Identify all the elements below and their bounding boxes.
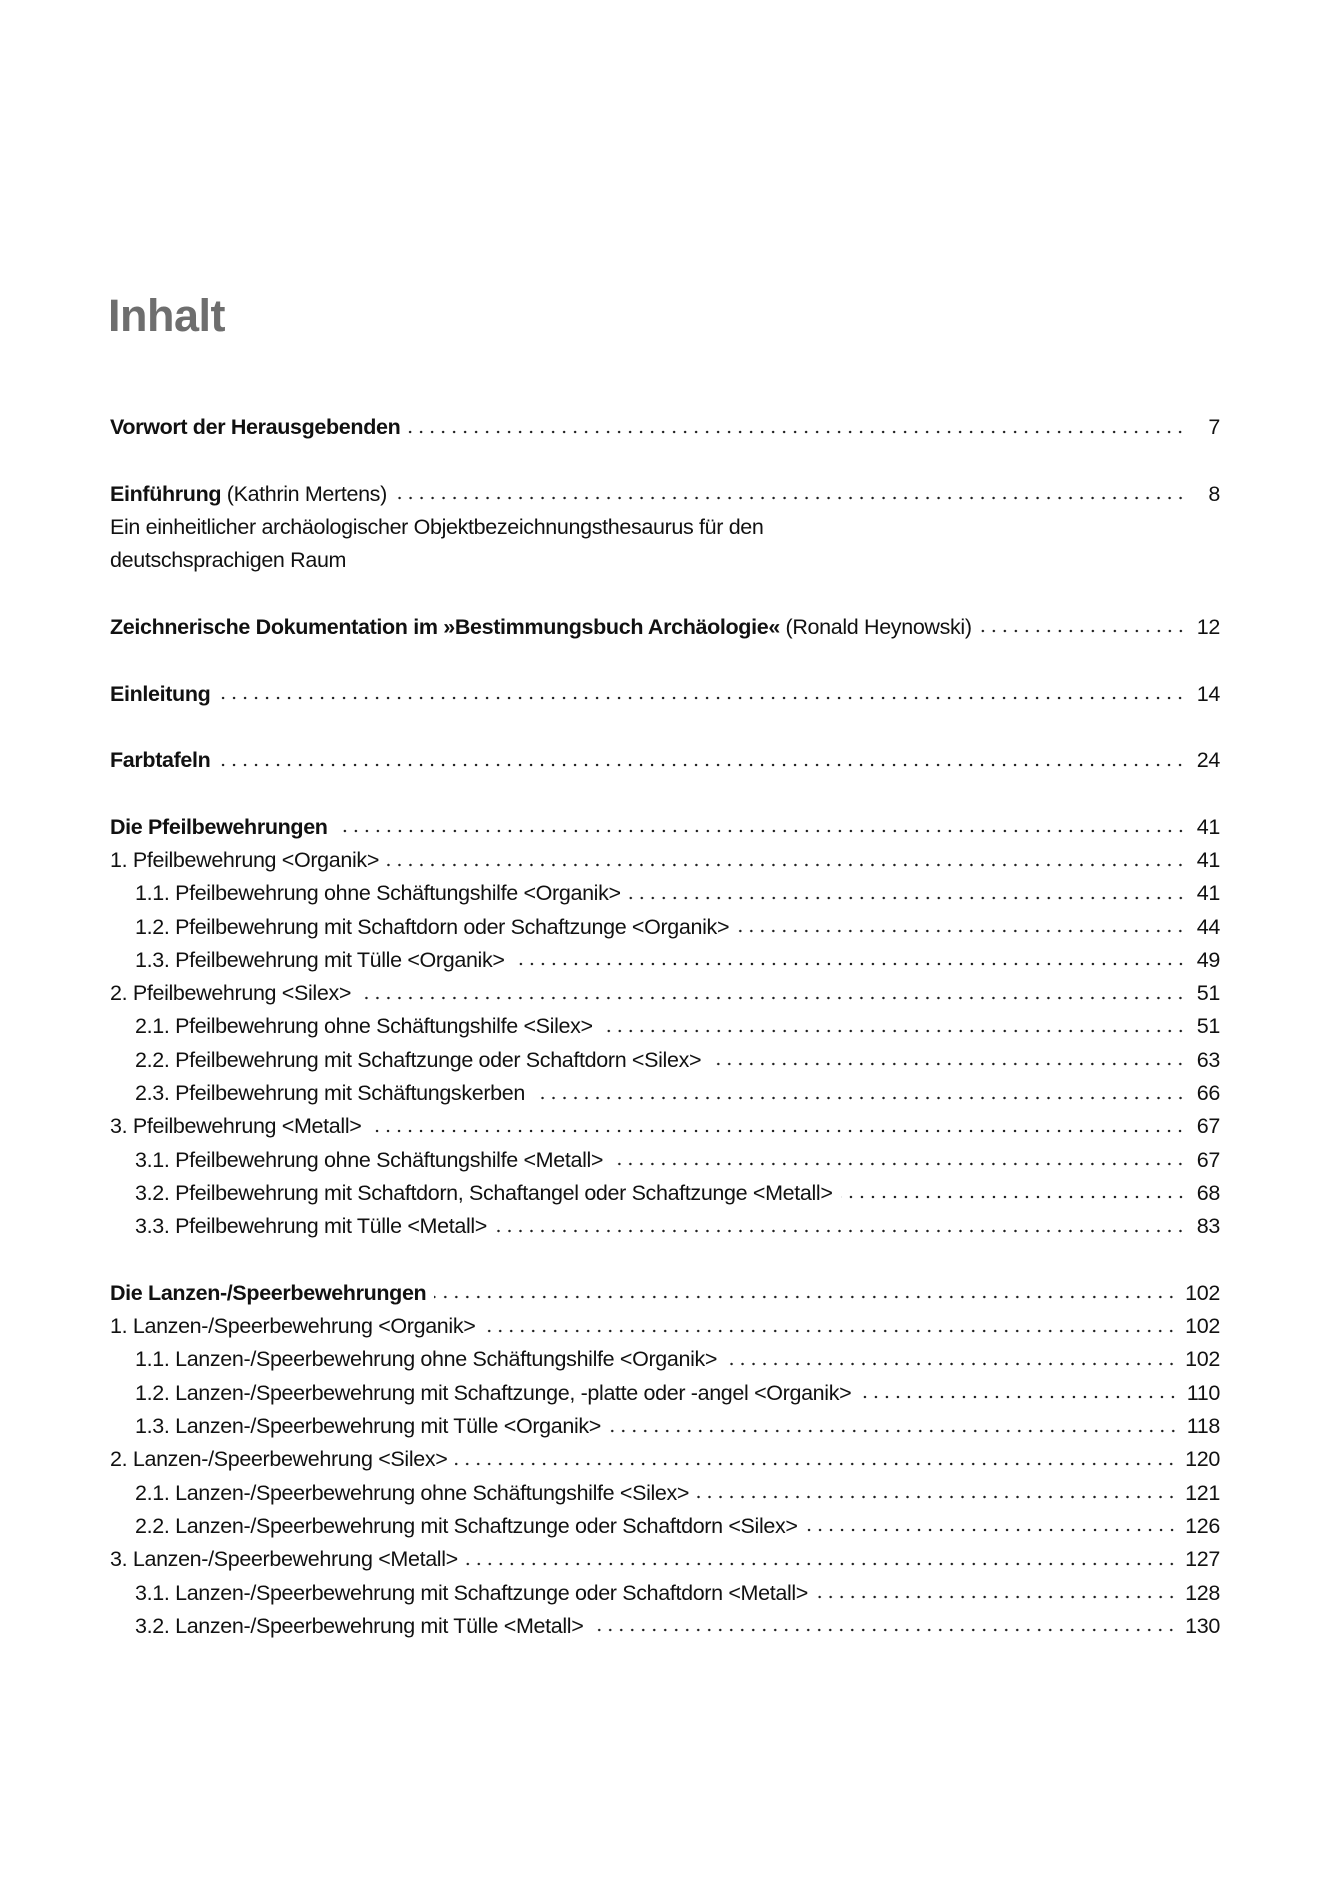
- page-number: 63: [1196, 1047, 1220, 1072]
- entry-title-bold: Zeichnerische Dokumentation im »Bestimmungsbuch Archäologie«: [110, 614, 780, 639]
- toc-entry[interactable]: [110, 1310, 1220, 1343]
- page-number: 67: [1196, 1114, 1220, 1139]
- page-number: 7: [1208, 415, 1220, 440]
- toc-subentry[interactable]: [110, 1410, 1220, 1443]
- dot-leader: [841, 1194, 1186, 1200]
- page-number: 121: [1185, 1480, 1220, 1505]
- section-spacer: [110, 644, 1220, 677]
- page-number: 102: [1185, 1280, 1220, 1305]
- entry-title: 2.2. Pfeilbewehrung mit Schaftzunge oder Schaftdorn <Silex>: [135, 1047, 702, 1072]
- page-number: 102: [1185, 1347, 1220, 1372]
- page-number: 120: [1185, 1447, 1220, 1472]
- page-number: 12: [1196, 614, 1220, 639]
- section-spacer: [110, 577, 1220, 610]
- toc-entry[interactable]: [110, 1277, 1220, 1310]
- dot-leader: [218, 762, 1186, 768]
- page-number: 126: [1185, 1513, 1220, 1538]
- entry-title: Ein einheitlicher archäologischer Objektbezeichnungsthesaurus für den: [110, 515, 764, 540]
- page-number: 68: [1196, 1180, 1220, 1205]
- toc-subentry[interactable]: [110, 1010, 1220, 1043]
- dot-leader: [408, 429, 1186, 435]
- toc-entry[interactable]: [110, 478, 1220, 511]
- page-number: 130: [1185, 1613, 1220, 1638]
- page-number: 67: [1196, 1147, 1220, 1172]
- section-spacer: [110, 711, 1220, 744]
- toc-entry[interactable]: [110, 1543, 1220, 1576]
- dot-leader: [601, 1028, 1186, 1034]
- dot-leader: [859, 1394, 1178, 1400]
- toc-entry[interactable]: [110, 744, 1220, 777]
- entry-title-bold: Farbtafeln: [110, 748, 211, 773]
- page-number: 41: [1196, 848, 1220, 872]
- page-number: 44: [1196, 914, 1220, 939]
- entry-title-bold: Einführung: [110, 481, 222, 506]
- entry-title: (Kathrin Mertens): [221, 481, 387, 506]
- entry-title: 3.1. Pfeilbewehrung ohne Schäftungshilfe <Metall>: [135, 1147, 604, 1172]
- page-number: 127: [1185, 1547, 1220, 1572]
- toc-subentry[interactable]: [110, 910, 1220, 943]
- dot-leader: [806, 1527, 1178, 1533]
- entry-title: deutschsprachigen Raum: [110, 548, 347, 573]
- toc-entry[interactable]: [110, 411, 1220, 444]
- entry-title: 3.2. Lanzen-/Speerbewehrung mit Tülle <Metall>: [135, 1613, 584, 1638]
- dot-leader: [483, 1328, 1177, 1334]
- toc-subentry[interactable]: [110, 1477, 1220, 1510]
- dot-leader: [737, 928, 1186, 934]
- toc-entry[interactable]: [110, 677, 1220, 710]
- table-of-contents: [110, 411, 1220, 1643]
- toc-subentry[interactable]: [110, 1044, 1220, 1077]
- dot-leader: [980, 628, 1186, 634]
- page-number: 51: [1196, 981, 1220, 1006]
- toc-subentry[interactable]: [110, 1510, 1220, 1543]
- entry-title: (Ronald Heynowski): [779, 614, 972, 639]
- page-number: 41: [1196, 881, 1220, 906]
- dot-leader: [816, 1594, 1177, 1600]
- page-number: 51: [1196, 1014, 1220, 1039]
- toc-entry[interactable]: [110, 1110, 1220, 1143]
- entry-title: 1. Pfeilbewehrung <Organik>: [110, 848, 380, 872]
- toc-entry[interactable]: [110, 977, 1220, 1010]
- entry-title-bold: Die Pfeilbewehrungen: [110, 814, 328, 839]
- dot-leader: [336, 828, 1186, 834]
- toc-entry: [110, 511, 1220, 544]
- dot-leader: [609, 1428, 1179, 1434]
- entry-title: 1.3. Lanzen-/Speerbewehrung mit Tülle <Organik>: [135, 1414, 601, 1439]
- dot-leader: [434, 1294, 1177, 1300]
- entry-title: 1.2. Pfeilbewehrung mit Schaftdorn oder Schaftzunge <Organik>: [135, 914, 730, 939]
- dot-leader: [591, 1627, 1177, 1633]
- dot-leader: [395, 495, 1186, 501]
- section-spacer: [110, 777, 1220, 810]
- entry-title: 2.1. Lanzen-/Speerbewehrung ohne Schäftungshilfe <Silex>: [135, 1480, 690, 1505]
- toc-entry[interactable]: [110, 844, 1220, 877]
- entry-title: 3.2. Pfeilbewehrung mit Schaftdorn, Schaftangel oder Schaftzunge <Metall>: [135, 1180, 833, 1205]
- dot-leader: [611, 1161, 1186, 1167]
- page-number: 102: [1185, 1314, 1220, 1339]
- page-number: 41: [1196, 814, 1220, 839]
- entry-title-bold: Einleitung: [110, 681, 211, 706]
- dot-leader: [387, 862, 1186, 868]
- toc-subentry[interactable]: [110, 1177, 1220, 1210]
- dot-leader: [533, 1095, 1186, 1101]
- page-number: 14: [1196, 681, 1220, 706]
- entry-title: 1.1. Pfeilbewehrung ohne Schäftungshilfe <Organik>: [135, 881, 621, 906]
- entry-title: 1.1. Lanzen-/Speerbewehrung ohne Schäftungshilfe <Organik>: [135, 1347, 718, 1372]
- entry-title: 1.2. Lanzen-/Speerbewehrung mit Schaftzunge, -platte oder -angel <Organik>: [135, 1380, 852, 1405]
- section-spacer: [110, 1243, 1220, 1276]
- dot-leader: [697, 1494, 1177, 1500]
- page-number: 128: [1185, 1580, 1220, 1605]
- toc-subentry[interactable]: [110, 944, 1220, 977]
- toc-subentry[interactable]: [110, 1610, 1220, 1643]
- dot-leader: [455, 1461, 1177, 1467]
- entry-title: 3.3. Pfeilbewehrung mit Tülle <Metall>: [135, 1214, 488, 1239]
- toc-subentry[interactable]: [110, 1343, 1220, 1376]
- dot-leader: [513, 961, 1186, 967]
- entry-title: 2. Pfeilbewehrung <Silex>: [110, 981, 352, 1006]
- dot-leader: [466, 1561, 1177, 1567]
- entry-title: 2. Lanzen-/Speerbewehrung <Silex>: [110, 1447, 448, 1472]
- dot-leader: [369, 1128, 1186, 1134]
- entry-title-bold: Die Lanzen-/Speerbewehrungen: [110, 1280, 427, 1305]
- toc-subentry[interactable]: [110, 1077, 1220, 1110]
- toc-entry: [110, 544, 1220, 577]
- entry-title: 2.3. Pfeilbewehrung mit Schäftungskerben: [135, 1081, 525, 1106]
- entry-title: 3.1. Lanzen-/Speerbewehrung mit Schaftzunge oder Schaftdorn <Metall>: [135, 1580, 808, 1605]
- page-number: 66: [1196, 1081, 1220, 1106]
- toc-entry[interactable]: [110, 611, 1220, 644]
- dot-leader: [218, 695, 1186, 701]
- toc-subentry[interactable]: [110, 1210, 1220, 1243]
- dot-leader: [495, 1228, 1186, 1234]
- page-number: 49: [1196, 947, 1220, 972]
- dot-leader: [725, 1361, 1177, 1367]
- entry-title: 2.1. Pfeilbewehrung ohne Schäftungshilfe <Silex>: [135, 1014, 593, 1039]
- entry-title: 2.2. Lanzen-/Speerbewehrung mit Schaftzunge oder Schaftdorn <Silex>: [135, 1513, 798, 1538]
- entry-title-bold: Vorwort der Herausgebenden: [110, 415, 401, 440]
- page-number: 24: [1196, 748, 1220, 773]
- page-number: 8: [1208, 481, 1220, 506]
- page-number: 118: [1186, 1414, 1220, 1439]
- toc-subentry[interactable]: [110, 877, 1220, 910]
- toc-subentry[interactable]: [110, 1144, 1220, 1177]
- dot-leader: [359, 995, 1186, 1001]
- page-title: Inhalt: [108, 290, 225, 341]
- toc-subentry[interactable]: [110, 1576, 1220, 1609]
- dot-leader: [709, 1061, 1186, 1067]
- entry-title: 1.3. Pfeilbewehrung mit Tülle <Organik>: [135, 947, 505, 972]
- dot-leader: [629, 895, 1186, 901]
- page-number: 110: [1186, 1380, 1220, 1405]
- toc-entry[interactable]: [110, 811, 1220, 844]
- entry-title: 1. Lanzen-/Speerbewehrung <Organik>: [110, 1314, 476, 1339]
- entry-title: 3. Lanzen-/Speerbewehrung <Metall>: [110, 1547, 458, 1572]
- section-spacer: [110, 444, 1220, 477]
- entry-title: 3. Pfeilbewehrung <Metall>: [110, 1114, 362, 1139]
- page-number: 83: [1196, 1214, 1220, 1239]
- toc-subentry[interactable]: [110, 1377, 1220, 1410]
- toc-entry[interactable]: [110, 1443, 1220, 1476]
